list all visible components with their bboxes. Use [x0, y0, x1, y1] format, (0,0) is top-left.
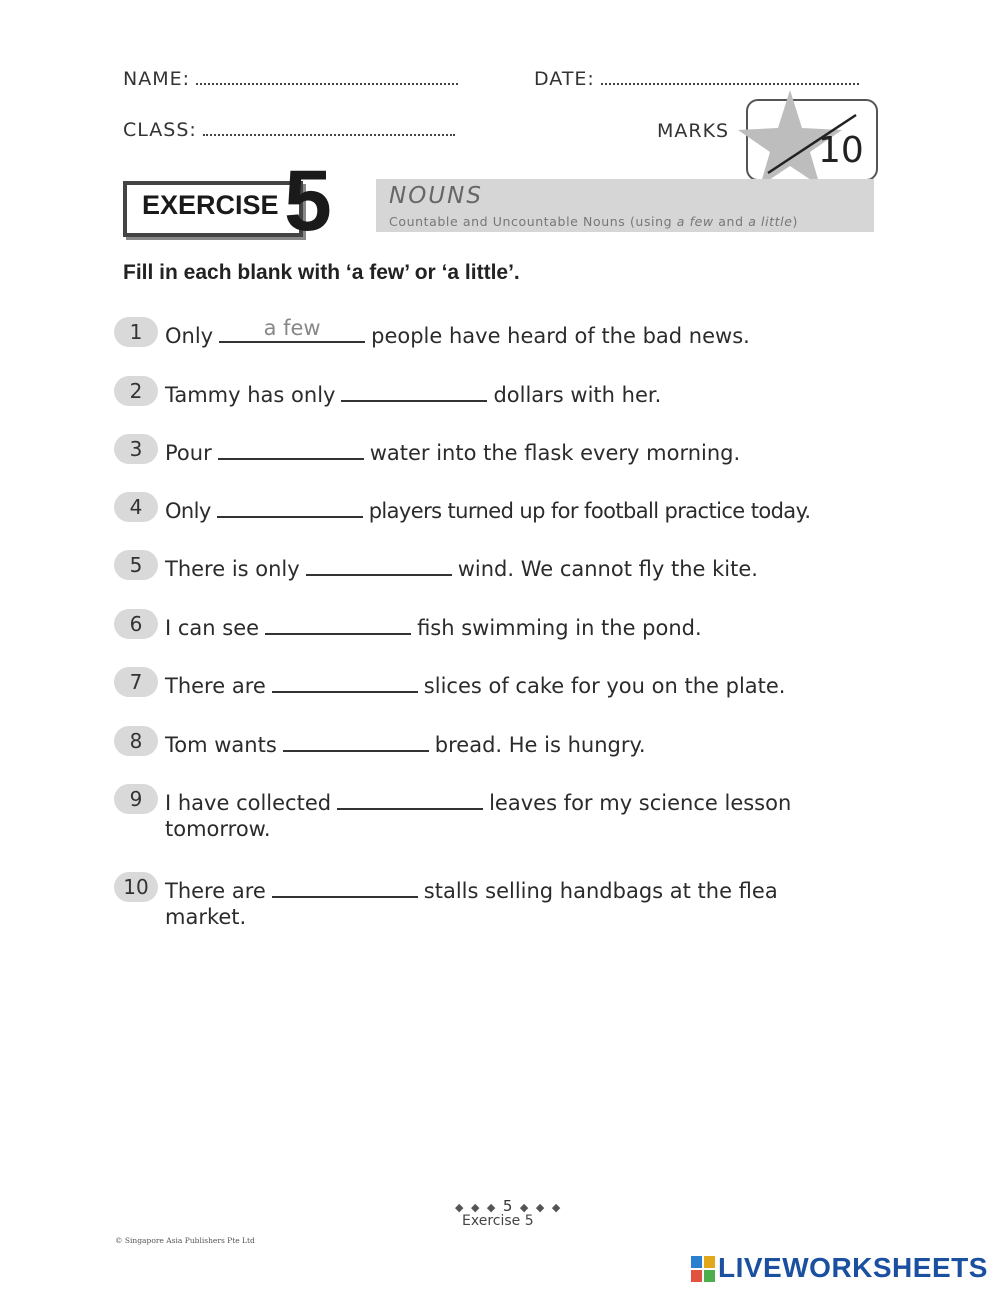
question-text-after: wind. We cannot fly the kite. [457, 557, 758, 581]
question-text-before: There is only [165, 557, 300, 581]
topic-subtitle-part: and [713, 214, 749, 229]
question-number: 2 [114, 376, 158, 406]
answer-blank[interactable] [306, 552, 452, 576]
question-text-before: Pour [165, 441, 212, 465]
liveworksheets-brand: LIVEWORKSHEETS [718, 1252, 988, 1283]
question-text-after: dollars with her. [493, 383, 662, 407]
answer-blank[interactable] [337, 786, 483, 810]
question-text-after: fish swimming in the pond. [417, 616, 702, 640]
question-text-before: I have collected [165, 791, 332, 815]
marks-total: 10 [818, 130, 864, 171]
question-number: 1 [114, 317, 158, 347]
topic-subtitle-italic: a little [748, 214, 793, 229]
instruction: Fill in each blank with ‘a few’ or ‘a little’. [123, 261, 520, 284]
marks-label: MARKS [657, 120, 730, 142]
question-number: 4 [114, 492, 158, 522]
liveworksheets-logo-icon [691, 1256, 715, 1282]
question-text-after: bread. He is hungry. [434, 733, 646, 757]
question-number: 7 [114, 667, 158, 697]
answer-blank[interactable] [272, 874, 418, 898]
page-number: ◆ ◆ ◆ 5 ◆ ◆ ◆ [455, 1197, 563, 1215]
answer-blank[interactable] [341, 378, 487, 402]
question-text-before: There are [165, 674, 266, 698]
question-text-continued: market. [165, 905, 247, 929]
question-number: 5 [114, 550, 158, 580]
question-text-after: people have heard of the bad news. [371, 324, 750, 348]
answer-blank[interactable] [283, 728, 429, 752]
topic-subtitle [389, 214, 798, 229]
name-dotted-line [196, 69, 458, 85]
exercise-word: EXERCISE [142, 190, 279, 220]
footer-exercise-label: Exercise 5 [462, 1213, 534, 1229]
question-number: 8 [114, 726, 158, 756]
copyright: © Singapore Asia Publishers Pte Ltd [115, 1236, 255, 1245]
question-number: 3 [114, 434, 158, 464]
question-number: 6 [114, 609, 158, 639]
name-label: NAME: [123, 68, 191, 90]
answer-blank[interactable] [265, 611, 411, 635]
class-field[interactable] [123, 119, 455, 141]
class-label: CLASS: [123, 119, 197, 141]
name-field[interactable] [123, 68, 458, 90]
question-text-before: There are [165, 879, 266, 903]
question-text-before: Only [165, 324, 214, 348]
answer-blank[interactable] [217, 494, 363, 518]
topic-subtitle-italic: a few [676, 214, 714, 229]
date-label: DATE: [534, 68, 595, 90]
exercise-number: 5 [284, 153, 332, 249]
page-number-value: 5 [502, 1197, 515, 1215]
class-dotted-line [203, 120, 455, 136]
question-number: 10 [114, 872, 158, 902]
question-text-after: players turned up for football practice today. [368, 499, 811, 523]
answer-blank[interactable] [272, 669, 418, 693]
question-text-after: water into the flask every morning. [369, 441, 741, 465]
topic-subtitle-part: ) [792, 214, 799, 229]
question-text-after: leaves for my science lesson [489, 791, 792, 815]
topic-title: NOUNS [389, 183, 483, 209]
date-dotted-line [601, 69, 859, 85]
question-text-continued: tomorrow. [165, 817, 271, 841]
question-text-before: I can see [165, 616, 260, 640]
question-text-after: stalls selling handbags at the flea [423, 879, 778, 903]
answer-blank[interactable] [219, 316, 365, 343]
date-field[interactable] [534, 68, 859, 90]
answer-text: a few [263, 316, 321, 340]
question-text-before: Only [165, 499, 211, 523]
question-text-before: Tom wants [165, 733, 277, 757]
topic-subtitle-part: Countable and Uncountable Nouns (using [389, 214, 677, 229]
question-number: 9 [114, 784, 158, 814]
question-text-before: Tammy has only [165, 383, 336, 407]
answer-blank[interactable] [218, 436, 364, 460]
question-text-after: slices of cake for you on the plate. [423, 674, 786, 698]
